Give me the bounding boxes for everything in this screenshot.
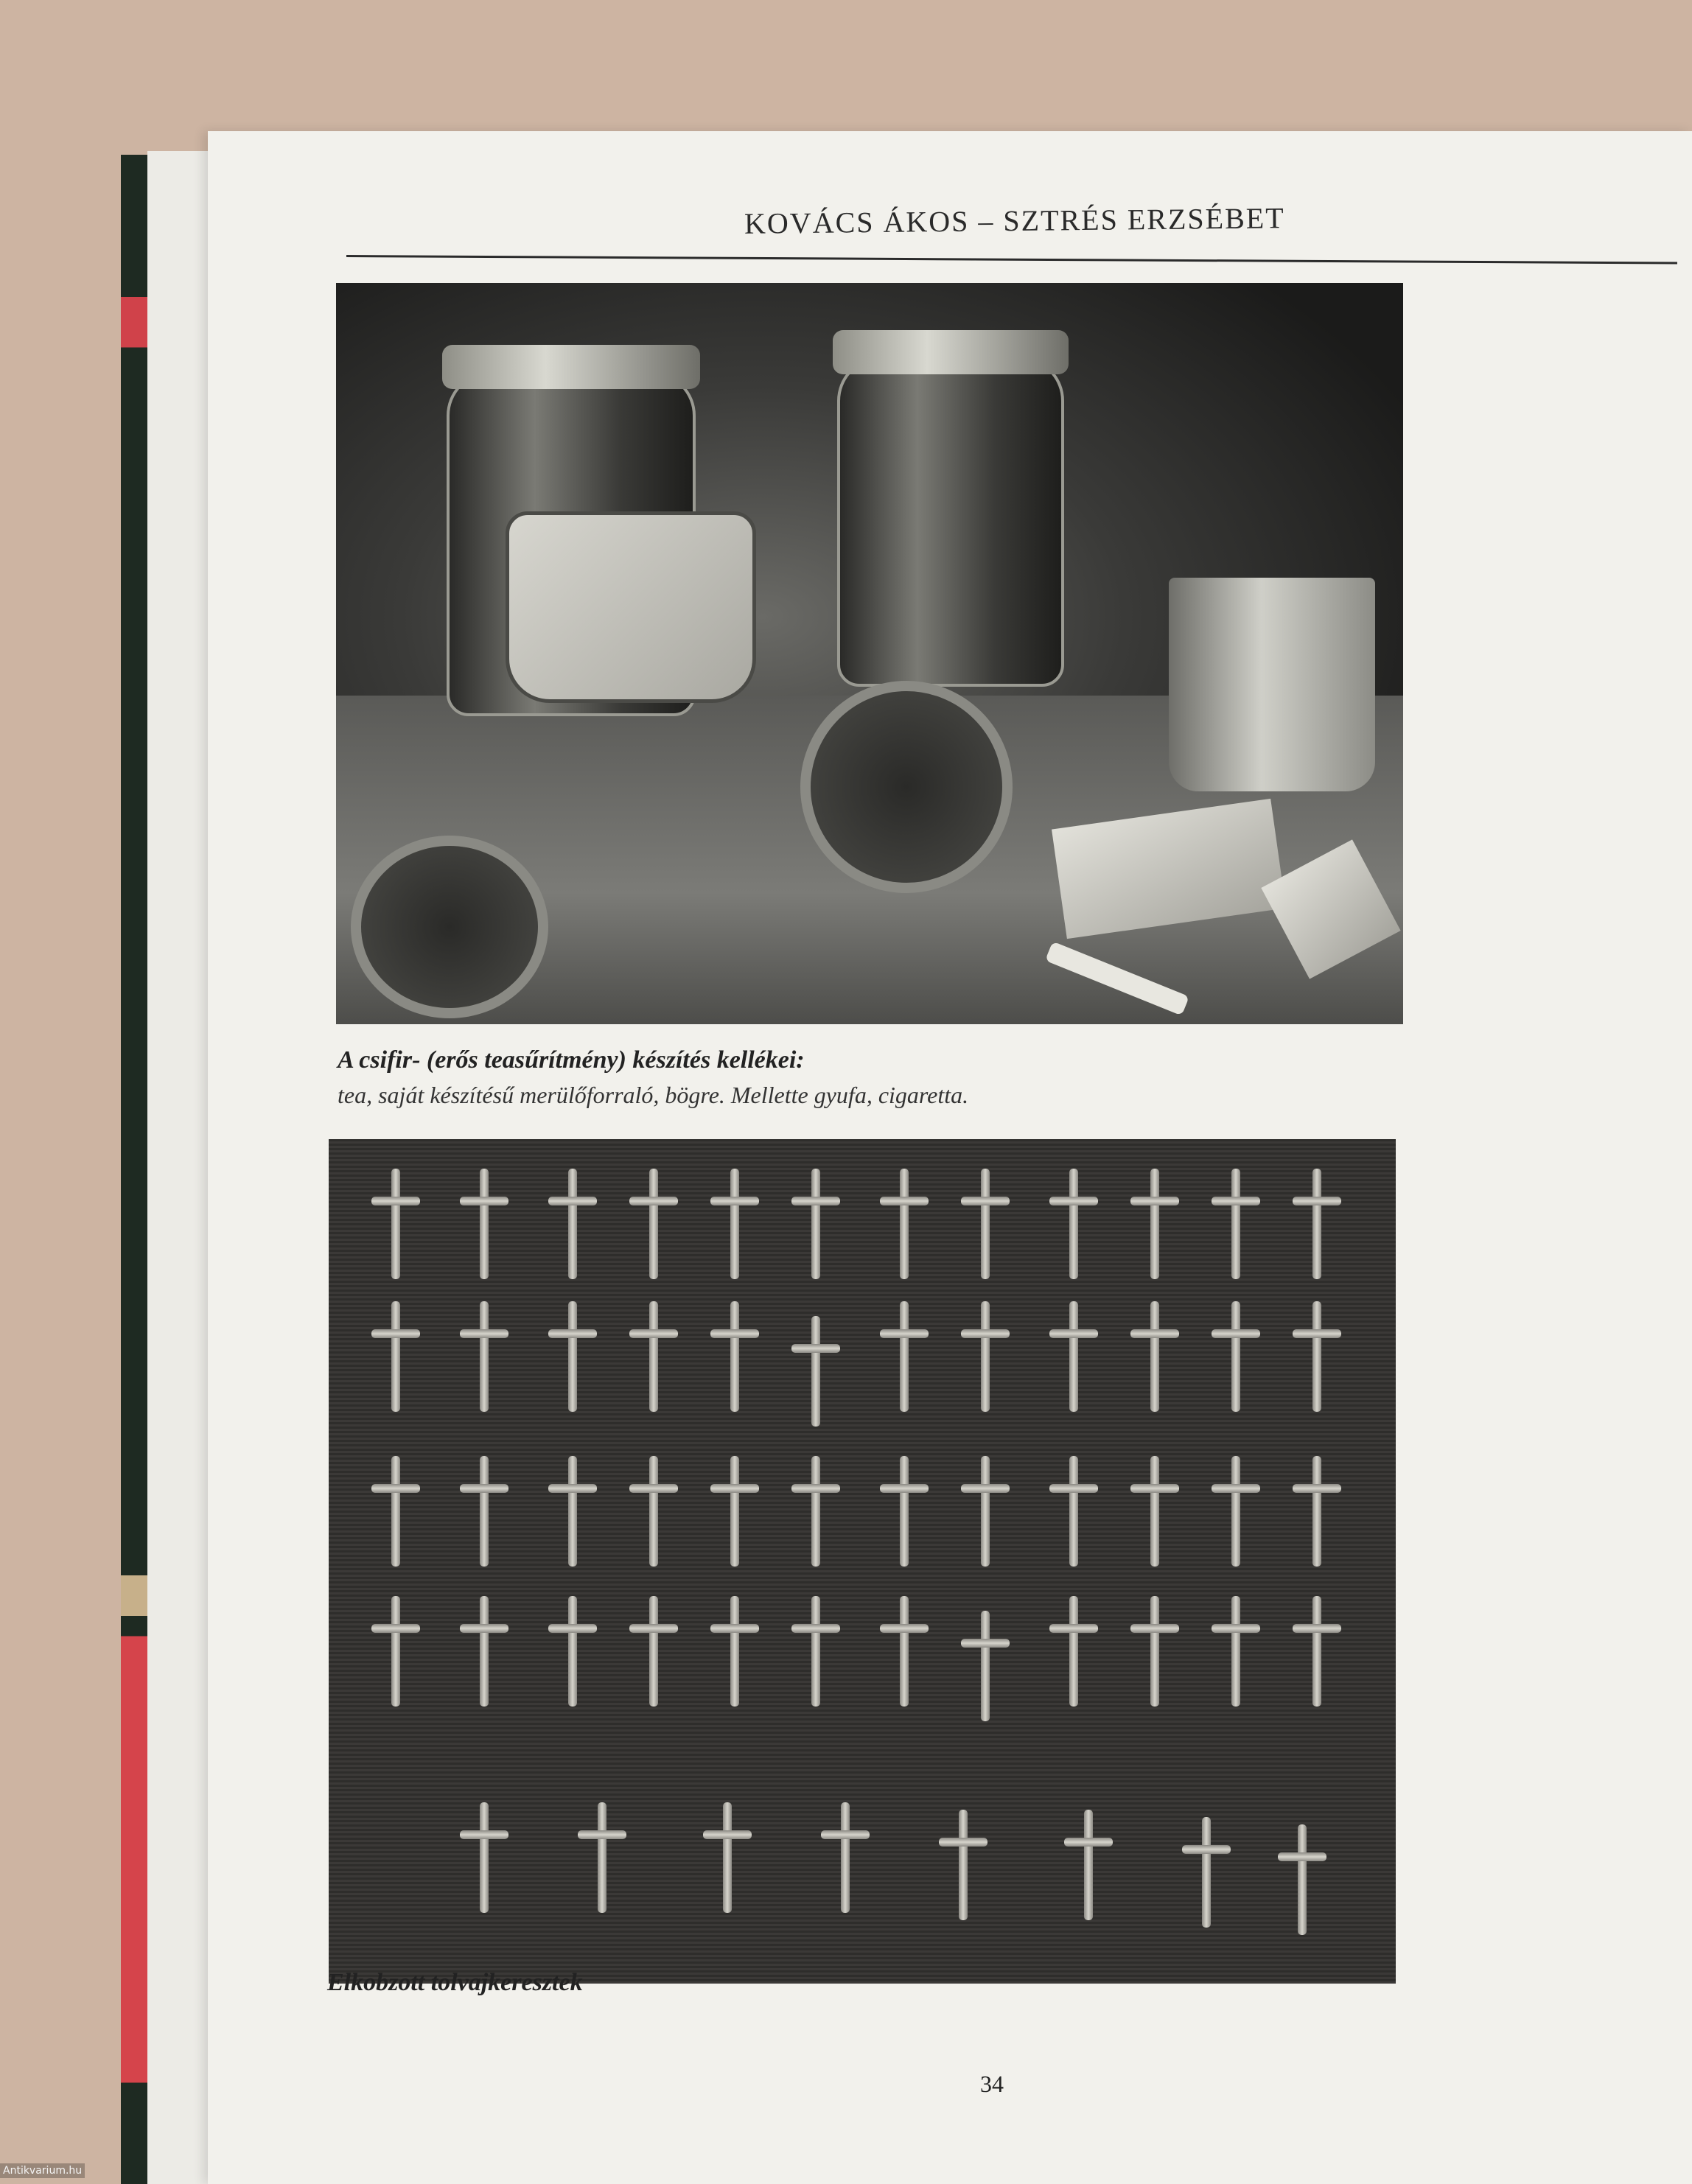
photo-cross (955, 1611, 1014, 1721)
photo-cross (955, 1301, 1014, 1412)
photo-cross (623, 1169, 682, 1279)
photo-cross (454, 1301, 513, 1412)
photo-cross (454, 1802, 513, 1913)
photo-cross (1176, 1817, 1235, 1928)
photo-cross (1287, 1456, 1346, 1567)
photo-cross (874, 1169, 933, 1279)
photo-cross (786, 1456, 845, 1567)
photo-cross (542, 1301, 601, 1412)
photo-cross (1272, 1824, 1331, 1935)
photo-cross (542, 1169, 601, 1279)
photo-cross (705, 1456, 763, 1567)
photo-cross (623, 1596, 682, 1707)
photo-cross (1206, 1169, 1265, 1279)
photo-confiscated-crosses (329, 1139, 1396, 1984)
photo-immersion-heater (800, 681, 1013, 893)
photo-mug (1169, 578, 1375, 791)
photo-cross (542, 1456, 601, 1567)
photo-cross (955, 1456, 1014, 1567)
photo-cross (366, 1596, 424, 1707)
running-header: KOVÁCS ÁKOS – SZTRÉS ERZSÉBET (744, 201, 1285, 240)
photo-cross (1043, 1456, 1102, 1567)
book-spine (121, 155, 150, 2184)
photo-cross (1043, 1301, 1102, 1412)
photo-cross (786, 1596, 845, 1707)
photo-cross (815, 1802, 874, 1913)
photo-cross (1043, 1169, 1102, 1279)
photo-jar-right (837, 357, 1064, 687)
photo-cross (366, 1169, 424, 1279)
photo-cross (572, 1802, 631, 1913)
photo-cross (1125, 1456, 1184, 1567)
photo-cross (454, 1596, 513, 1707)
photo-cross (623, 1456, 682, 1567)
photo-cross (1043, 1596, 1102, 1707)
photo-cross (1206, 1301, 1265, 1412)
photo-cross (705, 1596, 763, 1707)
photo-cross (786, 1316, 845, 1427)
photo-cross (874, 1456, 933, 1567)
photo-cross (1287, 1301, 1346, 1412)
figure1-caption-title: A csifir- (erős teasűrítmény) készítés kellékei: (338, 1046, 805, 1074)
photo-tea-equipment (336, 283, 1403, 1024)
photo-cross (874, 1596, 933, 1707)
photo-cross (454, 1169, 513, 1279)
photo-cross (1058, 1810, 1117, 1920)
photo-cross (454, 1456, 513, 1567)
photo-jar-label (506, 511, 756, 703)
photo-cross (786, 1169, 845, 1279)
figure1-caption-text: tea, saját készítésű merülőforraló, bögre. Mellette gyufa, cigaretta. (338, 1082, 969, 1108)
photo-cross (1125, 1301, 1184, 1412)
page-number: 34 (980, 2071, 1004, 2097)
watermark: Antikvarium.hu (0, 2163, 85, 2178)
photo-cross (1287, 1169, 1346, 1279)
photo-cross (1206, 1456, 1265, 1567)
photo-cross (1125, 1169, 1184, 1279)
photo-cross (955, 1169, 1014, 1279)
photo-cross (623, 1301, 682, 1412)
photo-cross (874, 1301, 933, 1412)
photo-cross (1125, 1596, 1184, 1707)
photo-coil (351, 836, 548, 1018)
photo-cross (1287, 1596, 1346, 1707)
photo-cross (366, 1301, 424, 1412)
photo-cross (705, 1301, 763, 1412)
photo-cross (542, 1596, 601, 1707)
photo-cross (366, 1456, 424, 1567)
photo-cross (933, 1810, 992, 1920)
photo-cross (1206, 1596, 1265, 1707)
photo-cross (705, 1169, 763, 1279)
figure2-caption-title: Elkobzott tolvajkeresztek (327, 1969, 583, 1996)
photo-cross (697, 1802, 756, 1913)
